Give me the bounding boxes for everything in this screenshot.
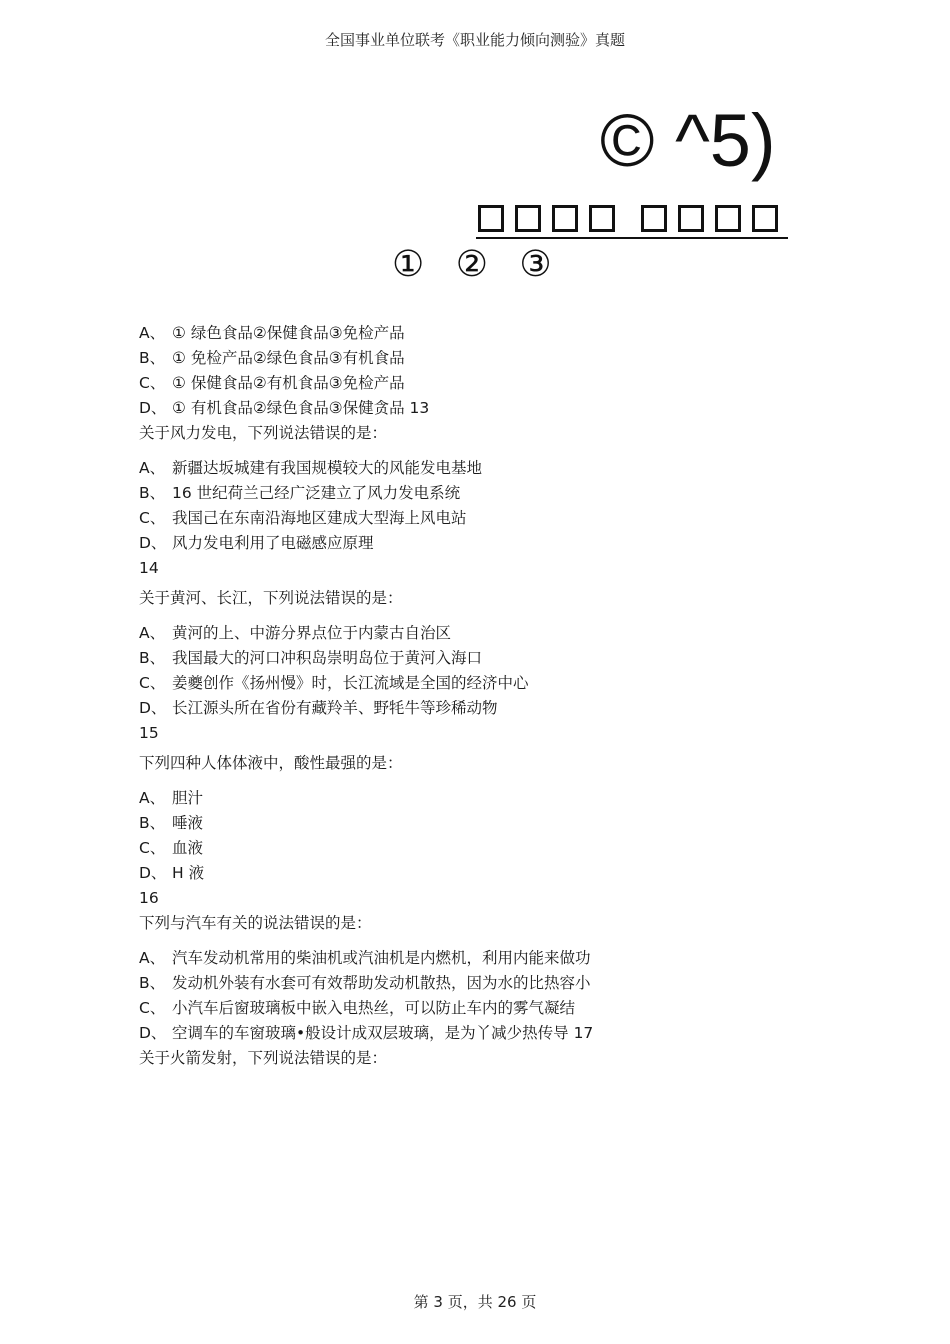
figure-box bbox=[478, 205, 504, 232]
q16-number: 16 bbox=[139, 889, 159, 907]
q12-option-a bbox=[139, 321, 839, 346]
option-letter: D、 bbox=[139, 864, 167, 882]
option-text: ① 有机食品②绿色食品③保健贪品 13 bbox=[172, 399, 430, 417]
q12-option-b bbox=[139, 346, 839, 371]
option-letter: B、 bbox=[139, 649, 166, 667]
option-letter: C、 bbox=[139, 999, 166, 1017]
option-letter: C、 bbox=[139, 674, 166, 692]
option-letter: D、 bbox=[139, 399, 167, 417]
option-text: 血液 bbox=[172, 839, 204, 857]
option-letter: D、 bbox=[139, 699, 167, 717]
option-text: 唾液 bbox=[172, 814, 204, 832]
option-text: 长江源头所在省份有藏羚羊、野牦牛等珍稀动物 bbox=[172, 699, 498, 717]
option-text: 小汽车后窗玻璃板中嵌入电热丝，可以防止车内的雾气凝结 bbox=[172, 999, 576, 1017]
q14-option-d bbox=[139, 696, 839, 721]
option-text: ① 免检产品②绿色食品③有机食品 bbox=[172, 349, 405, 367]
q16-option-a bbox=[139, 946, 839, 971]
option-letter: A、 bbox=[139, 789, 166, 807]
q16-option-d bbox=[139, 1021, 839, 1046]
option-letter: C、 bbox=[139, 509, 166, 527]
option-text: ① 绿色食品②保健食品③免检产品 bbox=[172, 324, 405, 342]
q13-stem: 关于风力发电，下列说法错误的是： bbox=[139, 424, 388, 442]
q15-stem: 下列四种人体体液中，酸性最强的是： bbox=[139, 754, 403, 772]
q14-option-a bbox=[139, 621, 839, 646]
option-text: H 液 bbox=[172, 864, 205, 882]
q15-option-b bbox=[139, 811, 839, 836]
figure-box bbox=[752, 205, 778, 232]
q13-option-b bbox=[139, 481, 839, 506]
q15-option-a bbox=[139, 786, 839, 811]
option-text: 空调车的车窗玻璃•般设计成双层玻璃，是为丫减少热传导 17 bbox=[172, 1024, 594, 1042]
q16-option-b bbox=[139, 971, 839, 996]
figure-box bbox=[641, 205, 667, 232]
q14-option-c bbox=[139, 671, 839, 696]
option-letter: D、 bbox=[139, 1024, 167, 1042]
option-text: 风力发电利用了电磁感应原理 bbox=[172, 534, 374, 552]
option-letter: B、 bbox=[139, 349, 166, 367]
page-footer: 第 3 页，共 26 页 bbox=[413, 1293, 537, 1311]
option-text: 发动机外装有水套可有效帮助发动机散热，因为水的比热容小 bbox=[172, 974, 591, 992]
q13-option-d bbox=[139, 531, 839, 556]
q14-stem: 关于黄河、长江，下列说法错误的是： bbox=[139, 589, 403, 607]
figure-box bbox=[589, 205, 615, 232]
option-text: ① 保健食品②有机食品③免检产品 bbox=[172, 374, 405, 392]
page-header: 全国事业单位联考《职业能力倾向测验》真题 bbox=[324, 31, 625, 49]
q12-option-c bbox=[139, 371, 839, 396]
figure-box bbox=[515, 205, 541, 232]
option-text: 新疆达坂城建有我国规模较大的风能发电基地 bbox=[172, 459, 483, 477]
figure-box bbox=[715, 205, 741, 232]
q16-stem: 下列与汽车有关的说法错误的是： bbox=[139, 914, 372, 932]
option-letter: A、 bbox=[139, 624, 166, 642]
option-letter: B、 bbox=[139, 814, 166, 832]
q13-option-a bbox=[139, 456, 839, 481]
option-text: 胆汁 bbox=[172, 789, 204, 807]
q16-option-c bbox=[139, 996, 839, 1021]
figure-box bbox=[552, 205, 578, 232]
figure-box-row bbox=[476, 203, 788, 239]
option-text: 16 世纪荷兰己经广泛建立了风力发电系统 bbox=[172, 484, 461, 502]
q14-option-b bbox=[139, 646, 839, 671]
option-letter: A、 bbox=[139, 459, 166, 477]
q15-number: 15 bbox=[139, 724, 159, 742]
q15-option-c bbox=[139, 836, 839, 861]
q17-stem: 关于火箭发射，下列说法错误的是： bbox=[139, 1049, 388, 1067]
option-letter: D、 bbox=[139, 534, 167, 552]
q14-number: 14 bbox=[139, 559, 159, 577]
option-text: 黄河的上、中游分界点位于内蒙古自治区 bbox=[172, 624, 452, 642]
q15-option-d bbox=[139, 861, 839, 886]
option-text: 我国最大的河口冲积岛崇明岛位于黄河入海口 bbox=[172, 649, 483, 667]
option-letter: A、 bbox=[139, 324, 166, 342]
option-letter: B、 bbox=[139, 974, 166, 992]
option-letter: C、 bbox=[139, 839, 166, 857]
figure-box bbox=[678, 205, 704, 232]
question-content bbox=[139, 321, 839, 1071]
figure-circled-markers: ① ② ③ bbox=[392, 244, 562, 285]
option-text: 我国己在东南沿海地区建成大型海上风电站 bbox=[172, 509, 467, 527]
option-letter: B、 bbox=[139, 484, 166, 502]
option-letter: A、 bbox=[139, 949, 166, 967]
q12-option-d bbox=[139, 396, 839, 421]
q13-option-c bbox=[139, 506, 839, 531]
option-letter: C、 bbox=[139, 374, 166, 392]
option-text: 姜夔创作《扬州慢》时，长江流域是全国的经济中心 bbox=[172, 674, 529, 692]
option-text: 汽车发动机常用的柴油机或汽油机是内燃机，利用内能来做功 bbox=[172, 949, 591, 967]
figure-symbols: © ^5) bbox=[600, 99, 776, 182]
